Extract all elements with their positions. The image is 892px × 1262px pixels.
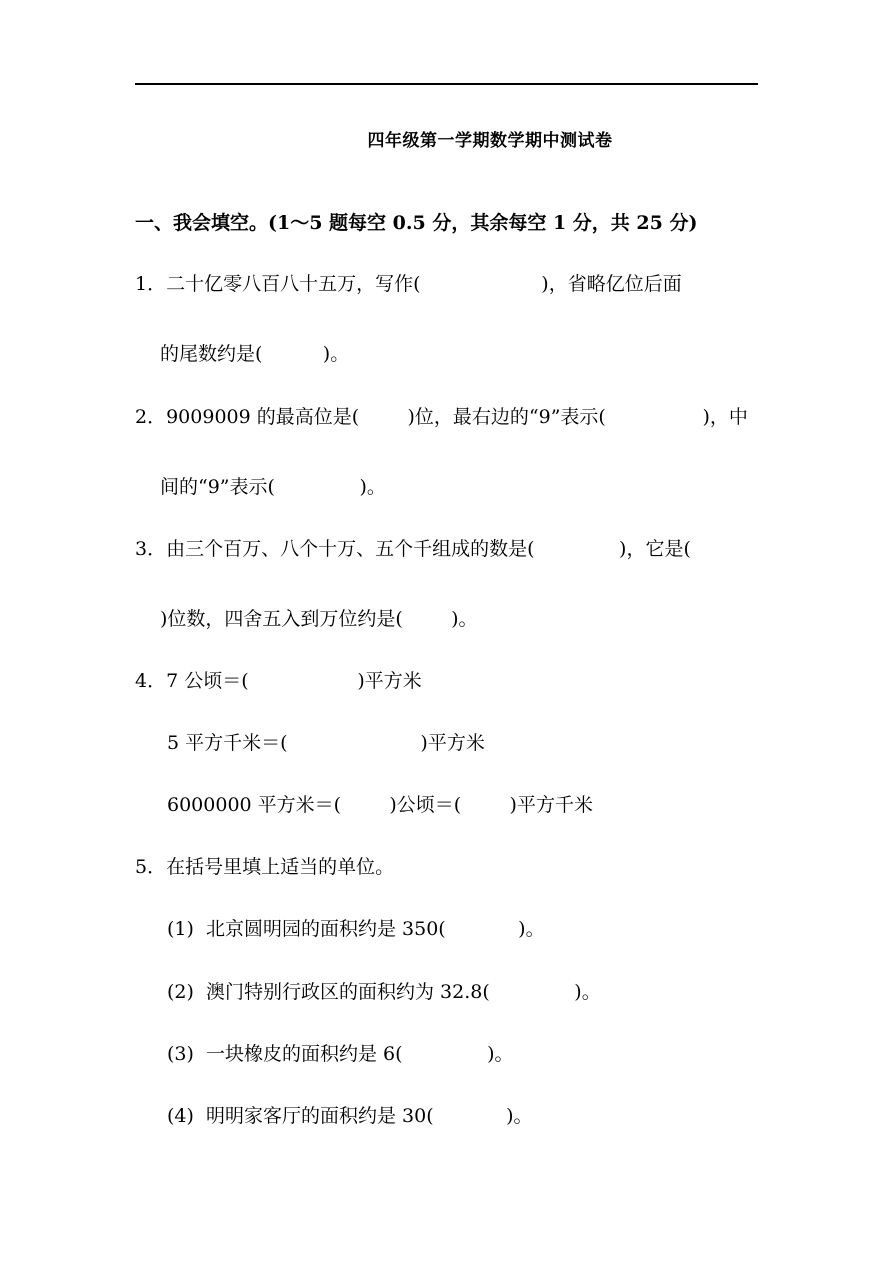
question-3-line-1: 3．由三个百万、八个十万、五个千组成的数是( )，它是(	[135, 538, 691, 560]
question-2-line-1: 2．9009009 的最高位是( )位，最右边的“9”表示( )，中	[135, 406, 748, 428]
question-5-item-4: (4) 明明家客厅的面积约是 30( )。	[167, 1105, 533, 1127]
question-2-line-2: 间的“9”表示( )。	[160, 476, 386, 498]
question-3-line-2: )位数，四舍五入到万位约是( )。	[160, 608, 478, 630]
question-5-item-1: (1) 北京圆明园的面积约是 350( )。	[167, 918, 545, 940]
question-4-line-3: 6000000 平方米＝( )公顷＝( )平方千米	[167, 794, 593, 816]
question-1-line-2: 的尾数约是( )。	[160, 343, 350, 365]
section-heading: 一、我会填空。(1～5 题每空 0.5 分，其余每空 1 分，共 25 分)	[135, 212, 698, 234]
page-title: 四年级第一学期数学期中测试卷	[367, 131, 613, 151]
question-4-line-1: 4．7 公顷＝( )平方米	[135, 670, 422, 692]
question-4-line-2: 5 平方千米＝( )平方米	[167, 732, 485, 754]
question-5-item-3: (3) 一块橡皮的面积约是 6( )。	[167, 1043, 514, 1065]
question-5-item-2: (2) 澳门特别行政区的面积约为 32.8( )。	[167, 981, 601, 1003]
question-1-line-1: 1．二十亿零八百八十五万，写作( )，省略亿位后面	[135, 273, 682, 295]
question-5-heading: 5．在括号里填上适当的单位。	[135, 856, 395, 878]
top-rule	[135, 83, 758, 85]
